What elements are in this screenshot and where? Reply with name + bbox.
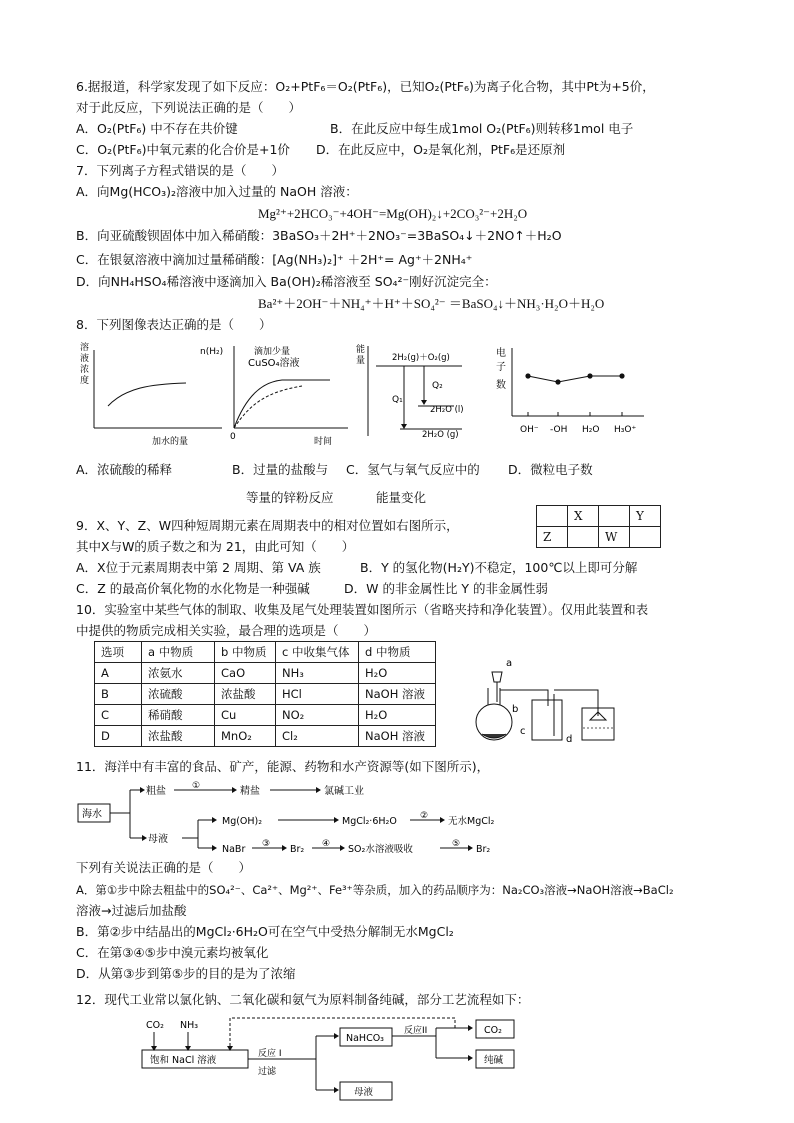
q8-option-d: D．微粒电子数 xyxy=(508,462,593,477)
label-d: d xyxy=(566,734,573,745)
graph-d-tick-label: -OH xyxy=(550,425,568,435)
graph-d-tick-label: H₃O⁺ xyxy=(614,425,637,435)
soda-label: 纯碱 xyxy=(484,1055,504,1066)
tube-2 xyxy=(554,690,598,716)
q8-option-b-line2: 等量的锌粉反应 xyxy=(246,490,334,505)
graph-d xyxy=(496,346,644,435)
graph-a-ylabel-2: 液 xyxy=(80,354,90,364)
q8-graphs xyxy=(70,340,670,452)
q12-stem: 12．现代工业常以氯化钠、二氧化碳和氨气为原料制备纯碱，部分工艺流程如下： xyxy=(76,992,530,1007)
q10-header-row xyxy=(95,642,436,663)
q9-periodic-table xyxy=(536,505,661,548)
q10-cell: 浓盐酸 xyxy=(215,684,276,705)
arrowhead xyxy=(140,787,145,793)
graph-a-xlabel: 加水的量 xyxy=(152,437,189,447)
mother-label: 母液 xyxy=(354,1087,374,1098)
reaction2-label: 反应II xyxy=(404,1026,428,1036)
q11-option-c: C．在第③④⑤步中溴元素均被氧化 xyxy=(76,945,269,960)
q10-cell: HCl xyxy=(276,684,359,705)
graph-d-ylabel-1: 电 xyxy=(496,348,506,359)
graph-d-line xyxy=(528,376,622,382)
q10-reagent-table xyxy=(94,641,436,747)
arrowhead xyxy=(282,845,287,851)
q8-option-c-line2: 能量变化 xyxy=(376,490,427,505)
reaction1-label: 反应 I xyxy=(258,1049,282,1059)
graph-d-ylabel-3: 数 xyxy=(496,380,506,391)
arrowhead xyxy=(334,817,339,823)
co2-output: CO₂ xyxy=(484,1025,502,1036)
br2-a: Br₂ xyxy=(290,844,305,854)
q10-row-c xyxy=(95,705,436,726)
graph-c-bottom: 2H₂O (g) xyxy=(422,430,459,440)
q10-cell: NaOH 溶液 xyxy=(359,684,436,705)
q10-cell: 浓盐酸 xyxy=(142,726,215,747)
graph-d-point xyxy=(619,373,624,378)
q10-cell: Cl₂ xyxy=(276,726,359,747)
label-b: b xyxy=(512,704,519,715)
graph-b xyxy=(200,345,348,447)
graph-d-point xyxy=(555,379,560,384)
step-4: ④ xyxy=(322,839,331,849)
arrowhead xyxy=(468,845,473,851)
periodic-row-2 xyxy=(537,527,661,548)
cell-r2-c4 xyxy=(630,527,661,548)
q10-cell: A xyxy=(95,663,142,684)
q9-option-d: D．W 的非金属性比 Y 的非金属性弱 xyxy=(344,581,549,596)
cell-r1-c1 xyxy=(537,506,568,527)
q8-option-c-line1: C．氢气与氧气反应中的 xyxy=(346,462,480,477)
periodic-row-1 xyxy=(537,506,661,527)
seawater-label: 海水 xyxy=(82,809,102,820)
bottle-c xyxy=(532,700,562,740)
q7-option-a: A．向Mg(HCO₃)₂溶液中加入过量的 NaOH 溶液： xyxy=(76,184,358,199)
q10-cell: 稀硝酸 xyxy=(142,705,215,726)
so2-absorb: SO₂水溶液吸收 xyxy=(348,844,413,854)
q11-flowchart xyxy=(74,778,534,854)
graph-c-ylabel-2: 量 xyxy=(356,356,366,366)
q6-option-a: A．O₂(PtF₆) 中不存在共价键 xyxy=(76,121,238,136)
anhydrous-mgcl2: 无水MgCl₂ xyxy=(448,816,495,827)
mgcl2: MgCl₂·6H₂O xyxy=(342,816,397,827)
cell-r1-c2: X xyxy=(568,506,599,527)
step-5: ⑤ xyxy=(452,839,461,849)
q7-option-b: B．向亚硫酸钡固体中加入稀硝酸：3BaSO₃＋2H⁺＋2NO₃⁻=3BaSO₄↓＋2NO↑＋H₂O xyxy=(76,228,562,243)
br2-b: Br₂ xyxy=(476,844,491,854)
q6-stem-line1: 6.据报道，科学家发现了如下反应：O₂+PtF₆＝O₂(PtF₆)，已知O₂(PtF₆)为离子化合物，其中Pt为+5价， xyxy=(76,79,655,94)
nacl-label: 饱和 NaCl 溶液 xyxy=(150,1055,217,1066)
arrowhead xyxy=(468,1025,473,1031)
graph-a-ylabel-4: 度 xyxy=(80,376,90,386)
q10-header-d: d 中物质 xyxy=(359,642,436,663)
arrowhead xyxy=(232,787,237,793)
q6-stem-line2: 对于此反应，下列说法正确的是（ ） xyxy=(76,100,302,115)
funnel-a xyxy=(492,672,502,682)
q10-cell: NO₂ xyxy=(276,705,359,726)
graph-a-ylabel-1: 溶 xyxy=(80,343,90,353)
graph-b-note-2: CuSO₄溶液 xyxy=(248,358,300,369)
q10-row-b xyxy=(95,684,436,705)
graph-a-ylabel-3: 浓 xyxy=(80,365,90,375)
q11-option-a-line1: A．第①步中除去粗盐中的SO₄²⁻、Ca²⁺、Mg²⁺、Fe³⁺等杂质，加入的药品顺序为：Na₂CO₃溶液→NaOH溶液→BaCl₂ xyxy=(76,883,674,897)
mother-liquor: 母液 xyxy=(148,834,168,845)
step-3: ③ xyxy=(262,839,271,849)
filter-label: 过滤 xyxy=(258,1067,277,1077)
cell-r2-c2 xyxy=(568,527,599,548)
arrowhead xyxy=(334,1033,339,1039)
cell-r1-c3 xyxy=(599,506,630,527)
graph-d-point xyxy=(525,373,530,378)
q7-option-d: D．向NH₄HSO₄稀溶液中逐滴加入 Ba(OH)₂稀溶液至 SO₄²⁻刚好沉淀完全： xyxy=(76,274,497,289)
q12-flowchart xyxy=(140,1014,540,1108)
step-2: ② xyxy=(420,811,429,821)
q10-header-c: c 中收集气体 xyxy=(276,642,359,663)
q11-stem: 11．海洋中有丰富的食品、矿产，能源、药物和水产资源等(如下图所示)， xyxy=(76,759,490,774)
nabr: NaBr xyxy=(222,844,246,854)
q11-question: 下列有关说法正确的是（ ） xyxy=(76,860,252,875)
arrowhead xyxy=(142,835,147,841)
arrowhead xyxy=(334,1087,339,1093)
q7-stem: 7．下列离子方程式错误的是（ ） xyxy=(76,163,284,178)
q10-cell: NaOH 溶液 xyxy=(359,726,436,747)
q10-cell: D xyxy=(95,726,142,747)
refined-salt: 精盐 xyxy=(240,786,260,797)
graph-c xyxy=(356,343,464,440)
step-1: ① xyxy=(192,781,201,791)
tube-1 xyxy=(500,690,548,706)
q10-cell: NH₃ xyxy=(276,663,359,684)
graph-c-ylabel-1: 能 xyxy=(356,345,366,355)
q10-stem-line1: 10．实验室中某些气体的制取、收集及尾气处理装置如图所示（省略夹持和净化装置）。仅用此装置和表 xyxy=(76,602,649,617)
q9-stem-line1: 9．X、Y、Z、W四种短周期元素在周期表中的相对位置如右图所示， xyxy=(76,518,459,533)
q10-cell: B xyxy=(95,684,142,705)
graph-c-q1: Q₁ xyxy=(392,395,403,405)
q10-cell: Cu xyxy=(215,705,276,726)
arrowhead xyxy=(316,787,321,793)
q10-cell: CaO xyxy=(215,663,276,684)
q10-apparatus xyxy=(470,650,630,746)
graph-a-curve xyxy=(108,383,186,406)
graph-c-q2-arrowhead xyxy=(421,400,427,405)
graph-b-note-1: 滴加少量 xyxy=(254,347,291,357)
graph-d-point xyxy=(587,373,592,378)
q7-option-c: C．在银氨溶液中滴加过量稀硝酸：[Ag(NH₃)₂]⁺ ＋2H⁺= Ag⁺＋2NH₄⁺ xyxy=(76,252,473,267)
nahco3-label: NaHCO₃ xyxy=(346,1033,384,1044)
q10-cell: 浓硫酸 xyxy=(142,684,215,705)
q11-option-a-line2: 溶液→过滤后加盐酸 xyxy=(76,903,187,918)
arrowhead xyxy=(440,817,445,823)
arrowhead xyxy=(212,845,217,851)
mgoh2: Mg(OH)₂ xyxy=(222,816,263,827)
q10-stem-line2: 中提供的物质完成相关实验，最合理的选项是（ ） xyxy=(76,623,377,638)
q8-option-b-line1: B．过量的盐酸与 xyxy=(232,462,329,477)
graph-b-curve-solid xyxy=(234,380,330,428)
q10-cell: MnO₂ xyxy=(215,726,276,747)
graph-c-mid: 2H₂O (l) xyxy=(430,405,464,415)
arrowhead xyxy=(468,1055,473,1061)
arrowhead xyxy=(212,817,217,823)
q10-header-a: a 中物质 xyxy=(142,642,215,663)
cell-r2-c1: Z xyxy=(537,527,568,548)
graph-d-ylabel-2: 子 xyxy=(496,362,506,373)
q6-option-b: B．在此反应中每生成1mol O₂(PtF₆)则转移1mol 电子 xyxy=(330,121,634,136)
q8-option-a: A．浓硫酸的稀释 xyxy=(76,462,173,477)
graph-c-top: 2H₂(g)＋O₂(g) xyxy=(392,353,450,363)
q6-option-c: C．O₂(PtF₆)中氧元素的化合价是+1价 xyxy=(76,142,290,157)
q11-option-b: B．第②步中结晶出的MgCl₂·6H₂O可在空气中受热分解制无水MgCl₂ xyxy=(76,924,454,939)
q10-cell: H₂O xyxy=(359,705,436,726)
graph-d-tick-labels xyxy=(520,412,636,435)
chlor-alkali: 氯碱工业 xyxy=(324,786,364,797)
q9-stem-line2: 其中X与W的质子数之和为 21，由此可知（ ） xyxy=(76,539,355,554)
q10-cell: H₂O xyxy=(359,663,436,684)
q10-row-d xyxy=(95,726,436,747)
arrowhead xyxy=(340,845,345,851)
q9-option-c: C．Z 的最高价氧化物的水化物是一种强碱 xyxy=(76,581,310,596)
graph-b-origin: 0 xyxy=(230,432,236,442)
q9-option-b: B．Y 的氢化物(H₂Y)不稳定，100℃以上即可分解 xyxy=(360,560,638,575)
q8-stem: 8．下列图像表达正确的是（ ） xyxy=(76,317,272,332)
q7-option-d-equation: Ba²⁺＋2OH⁻＋NH₄⁺＋H⁺＋SO₄²⁻ ＝BaSO₄↓＋NH₃·H₂O＋H₂O xyxy=(258,296,605,311)
graph-b-xlabel: 时间 xyxy=(314,437,333,447)
graph-c-q1-arrowhead xyxy=(401,424,407,429)
cell-r2-c3: W xyxy=(599,527,630,548)
cell-r1-c4: Y xyxy=(630,506,661,527)
graph-c-q2: Q₂ xyxy=(432,381,443,391)
graph-b-ylabel: n(H₂) xyxy=(200,347,224,357)
q7-option-a-equation: Mg²⁺+2HCO₃⁻+4OH⁻=Mg(OH)₂↓+2CO₃²⁻+2H₂O xyxy=(258,206,528,221)
graph-d-tick-label: OH⁻ xyxy=(520,425,539,435)
graph-d-tick-label: H₂O xyxy=(582,425,600,435)
q9-option-a: A．X位于元素周期表中第 2 周期、第 VA 族 xyxy=(76,560,321,575)
q11-option-d: D．从第③步到第⑤步的目的是为了浓缩 xyxy=(76,966,296,981)
crude-salt: 粗盐 xyxy=(146,786,166,797)
q10-row-a xyxy=(95,663,436,684)
label-c: c xyxy=(520,726,526,737)
label-a: a xyxy=(506,658,513,669)
q10-cell: C xyxy=(95,705,142,726)
q10-header-b: b 中物质 xyxy=(215,642,276,663)
co2-input: CO₂ xyxy=(146,1020,164,1031)
q6-option-d: D．在此反应中，O₂是氧化剂，PtF₆是还原剂 xyxy=(316,142,566,157)
q10-header-option: 选项 xyxy=(95,642,142,663)
q10-cell: 浓氨水 xyxy=(142,663,215,684)
nh3-input: NH₃ xyxy=(180,1020,199,1031)
